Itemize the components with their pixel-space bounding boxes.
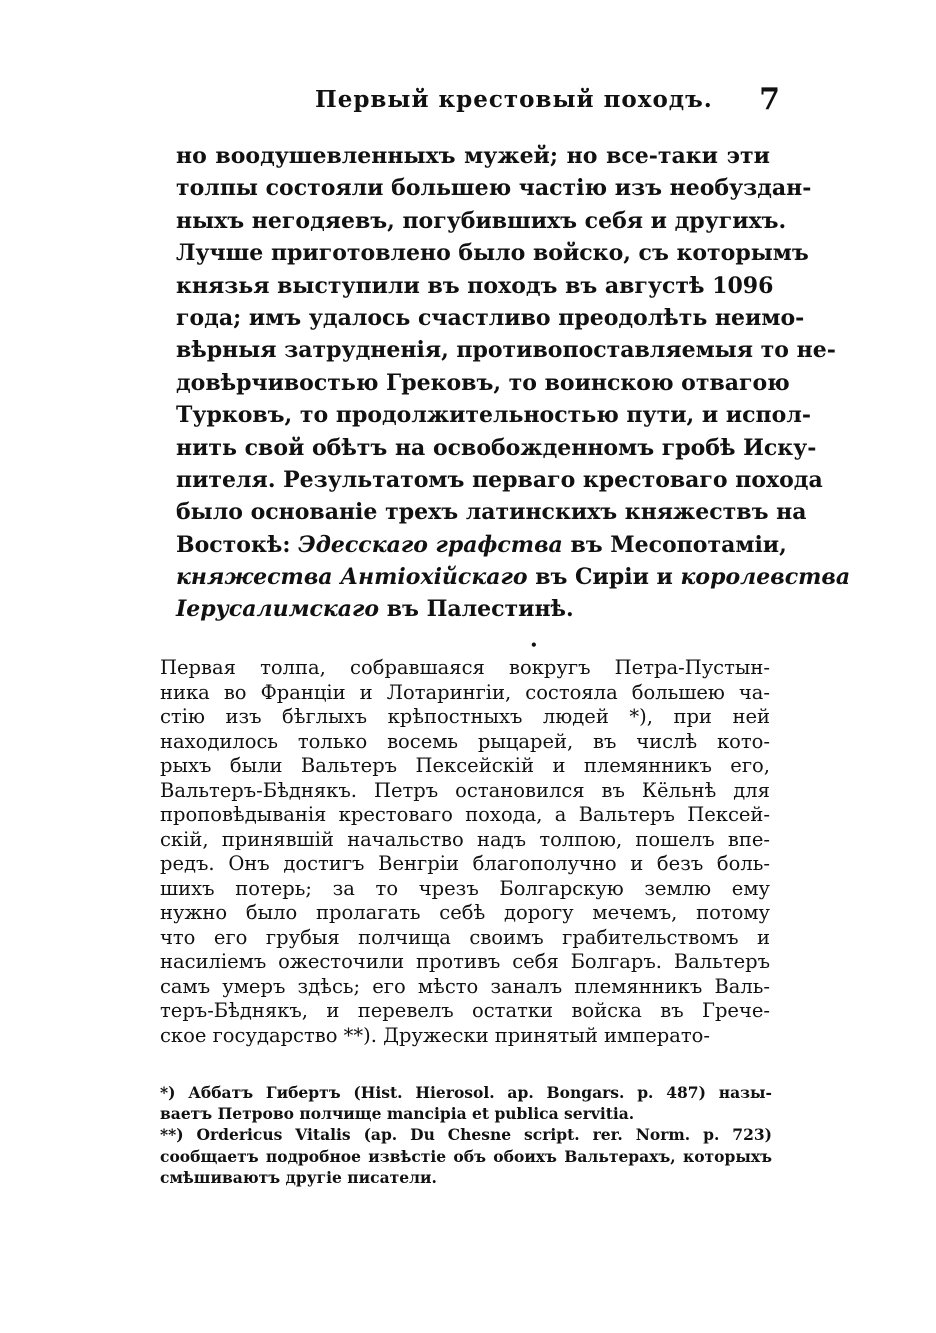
page-number: 7 (759, 82, 780, 117)
small-text-line: рыхъ были Вальтеръ Пексейскій и племянникъ его, (160, 754, 770, 777)
text-line: Лучше приготовлено было войско, съ которымъ (176, 240, 809, 267)
text-line: вѣрныя затрудненія, противопоставляемыя то не- (176, 337, 836, 364)
small-text-line: проповѣдыванія крестоваго похода, а Вальтеръ Пексей- (160, 803, 770, 826)
text-line: но воодушевленныхъ мужей; но все-таки эти (176, 143, 770, 169)
small-text-line: что его грубыя полчища своимъ грабительствомъ и (160, 925, 770, 949)
text-line: довѣрчивостью Грековъ, то воинскою отвагою (176, 369, 790, 396)
text-line: ныхъ негодяевъ, погубившихъ себя и другихъ. (176, 207, 787, 234)
small-text-line: шихъ потерь; за то чрезъ Болгарскую землю ему (160, 876, 770, 900)
footnote-line: **) Ordericus Vitalis (ap. Du Chesne script. rer. Norm. p. 723) (160, 1125, 772, 1145)
text-run: въ Месопотаміи, (562, 531, 787, 558)
text-line: Турковъ, то продолжительностью пути, и испол- (176, 402, 811, 429)
small-text-line: нужно было пролагать себѣ дорогу мечемъ, потому (160, 901, 770, 924)
small-text-line: самъ умеръ здѣсь; его мѣсто заналъ племянникъ Валь- (160, 974, 770, 998)
small-text-line: насиліемъ ожесточили противъ себя Болгаръ. Вальтеръ (160, 950, 770, 973)
small-text-line: Вальтеръ-Бѣднякъ. Петръ остановился въ Кёльнѣ для (160, 778, 770, 802)
small-text-line: Первая толпа, собравшаяся вокругъ Петра-Пустын- (160, 656, 770, 679)
running-title: Первый крестовый походъ. (315, 86, 713, 113)
small-text-line: ское государство **). Дружески принятый императо- (160, 1023, 710, 1047)
text-line: было основаніе трехъ латинскихъ княжествъ на (176, 499, 807, 526)
text-line-mixed (176, 529, 787, 561)
small-text-line: находилось только восемь рыцарей, въ числѣ кото- (160, 729, 770, 753)
text-run: въ Палестинѣ. (379, 596, 574, 623)
text-line: нить свой обѣтъ на освобожденномъ гробѣ Иску- (176, 434, 817, 461)
section-ornament: • (530, 638, 538, 652)
text-line: толпы состояли большею частію изъ необуздан- (176, 175, 812, 202)
italic-run: королевства (680, 564, 851, 591)
footnote-line: ваетъ Петрово полчище mancipia et publica servitia. (160, 1104, 635, 1124)
italic-run: Эдесскаго графства (298, 531, 563, 558)
footnotes (160, 1082, 772, 1188)
small-text-line: ника во Франціи и Лотарингіи, состояла большею ча- (160, 680, 770, 704)
text-line: года; имъ удалось счастливо преодолѣть неимо- (176, 304, 805, 331)
text-line-mixed (176, 593, 770, 625)
small-text-line: редъ. Онъ достигъ Венгріи благополучно и безъ боль- (160, 852, 770, 875)
footnote-line: смѣшиваютъ другіе писатели. (160, 1167, 437, 1187)
text-run: Востокѣ: (176, 531, 299, 558)
secondary-paragraph (160, 656, 770, 1048)
small-text-line: теръ-Бѣднякъ, и перевелъ остатки войска въ Грече- (160, 999, 770, 1022)
text-line-mixed (176, 561, 851, 593)
footnote-line: сообщаетъ подробное извѣстіе объ обоихъ Вальтерахъ, которыхъ (160, 1146, 772, 1166)
text-run: въ Сиріи и (527, 564, 681, 591)
small-text-line: стію изъ бѣглыхъ крѣпостныхъ людей *), при ней (160, 705, 770, 728)
text-line: князья выступили въ походъ въ августѣ 1096 (176, 272, 774, 299)
page-header (160, 82, 780, 120)
italic-run: княжества Антіохійскаго (176, 564, 528, 591)
footnote-line: *) Аббатъ Гибертъ (Hist. Hierosol. ap. Bongars. p. 487) назы- (160, 1083, 772, 1102)
main-paragraph (176, 140, 851, 626)
italic-run: Іерусалимскаго (176, 596, 380, 623)
small-text-line: скій, принявшій начальство надъ толпою, пошелъ впе- (160, 827, 770, 851)
text-line: пителя. Результатомъ перваго крестоваго похода (176, 466, 823, 493)
